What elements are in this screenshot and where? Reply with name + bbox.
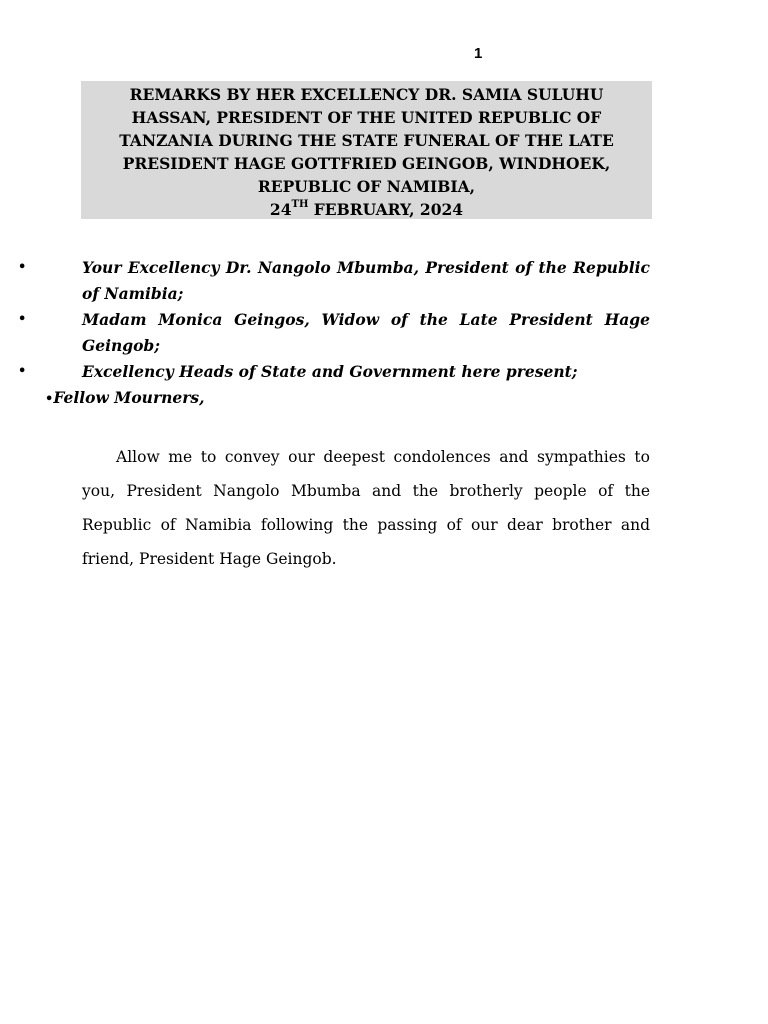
salutation-text: Excellency Heads of State and Government here present; — [82, 362, 578, 381]
salutation-item — [0, 385, 768, 413]
salutation-text: Madam Monica Geingos, Widow of the Late President Hage Geingob; — [82, 310, 650, 355]
date-suffix: TH — [291, 199, 309, 210]
date-rest: FEBRUARY, 2024 — [308, 200, 464, 219]
page-number: 1 — [474, 45, 483, 62]
date-day: 24 — [269, 200, 292, 219]
title-line: TANZANIA DURING THE STATE FUNERAL OF THE LATE — [119, 131, 614, 150]
bullet-icon: • — [18, 312, 27, 327]
title-line: HASSAN, PRESIDENT OF THE UNITED REPUBLIC OF — [131, 108, 602, 127]
bullet-icon: • — [18, 364, 27, 379]
salutation-item — [0, 255, 768, 307]
salutation-list — [0, 255, 768, 413]
salutation-text: Fellow Mourners, — [53, 388, 205, 407]
salutation-item — [0, 307, 768, 359]
salutation-item — [0, 359, 768, 385]
title-line: REPUBLIC OF NAMIBIA, — [257, 177, 476, 196]
body-paragraph: Allow me to convey our deepest condolences and sympathies to you, President Nangolo Mbumba and the brotherly people of the Republic of Namibia following the passing of our dear brother and friend, President Hage Geingob. — [82, 447, 650, 568]
title-date — [81, 198, 652, 221]
title-line: REMARKS BY HER EXCELLENCY DR. SAMIA SULUHU — [129, 85, 604, 104]
title-line: PRESIDENT HAGE GOTTFRIED GEINGOB, WINDHOEK, — [122, 154, 611, 173]
salutation-text: Your Excellency Dr. Nangolo Mbumba, President of the Republic of Namibia; — [82, 258, 650, 303]
bullet-icon: • — [18, 260, 27, 275]
title-box — [81, 81, 652, 219]
bullet-icon: • — [45, 392, 54, 407]
